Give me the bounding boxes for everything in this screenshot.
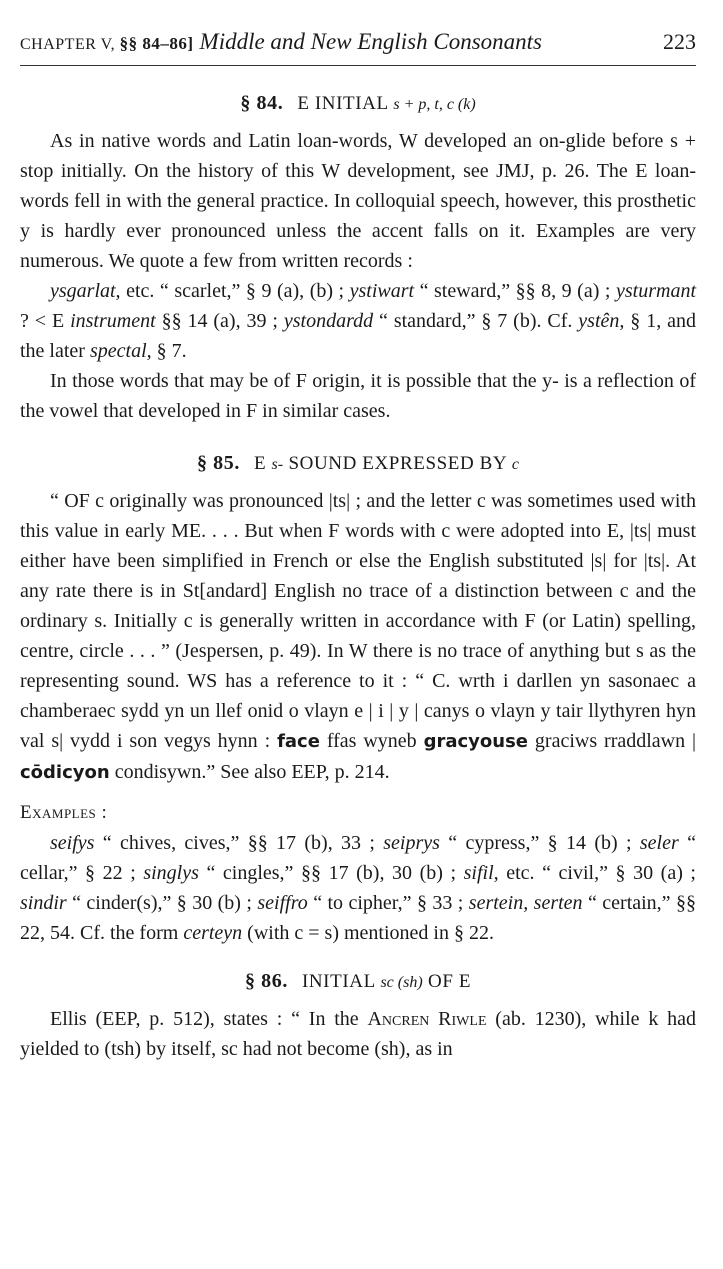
page [20, 28, 696, 1064]
section-86-paragraph-1: Ellis (EEP, p. 512), states : “ In the Ancren Riwle (ab. 1230), while k had yielded to (tsh) by itself, sc had not become (sh), as in [20, 1008, 696, 1060]
running-head [20, 28, 696, 66]
section-85-heading: § 85. E s- SOUND EXPRESSED BY c [196, 452, 520, 474]
examples-label: Examples : [20, 802, 108, 823]
section-85-examples: seifys “ chives, cives,” §§ 17 (b), 33 ; seiprys “ cypress,” § 14 (b) ; seler “ cellar,” § 22 ; singlys “ cingles,” §§ 17 (b), 30 (b) ; sifil, etc. “ civil,” § 30 (a) ; sindir “ cinder(s),” § 30 (b) ; seiffro “ to cipher,” § 33 ; sertein, serten “ certain,” §§ 22, 54. Cf. the form certeyn (with c = s) mentioned in § 22. [20, 832, 696, 944]
running-title: Middle and New English Consonants [199, 29, 542, 54]
section-84-paragraph-3: In those words that may be of F origin, it is possible that the y- is a reflection of the vowel that developed in F in similar cases. [20, 370, 696, 422]
section-84-heading: § 84. E INITIAL s + p, t, c (k) [240, 92, 476, 114]
chapter-label: CHAPTER V, §§ 84–86] [20, 34, 194, 53]
section-85-quote: “ OF c originally was pronounced |ts| ; and the letter c was sometimes used with this value in early ME. . . . But when F words with c were adopted into E, |ts| must either have been simplified in French or else the English substituted |s| for |ts|. At any rate there is in St[andard] English no trace of a distinction between c and the ordinary s. Initially c is generally written in accordance with F (or Latin) spelling, centre, circle . . . ” (Jespersen, p. 49). In W there is no trace of anything but s as the representing sound. WS has a reference to it : “ C. wrth i darllen yn sasonaec a chamberaec sydd yn un llef onid o vlayn e | i | y | canys o vlayn y tair llythyren hyn val s| vydd i son vegys hynn : face ffas wyneb gracyouse graciws rraddlawn | cōdicyon condisywn.” See also EEP, p. 214. [20, 490, 697, 783]
page-number: 223 [663, 29, 696, 54]
section-86-heading: § 86. INITIAL sc (sh) OF E [244, 970, 472, 992]
section-84-paragraph-1: As in native words and Latin loan-words, W developed an on-glide before s + stop initially. On the history of this W development, see JMJ, p. 26. The E loan-words fell in with the general practice. In colloquial speech, however, this prosthetic y is hardly ever pronounced unless the accent falls on it. Examples are very numerous. We quote a few from written records : [20, 130, 696, 272]
section-84-examples: ysgarlat, etc. “ scarlet,” § 9 (a), (b) ; ystiwart “ steward,” §§ 8, 9 (a) ; ysturmant ? < E instrument §§ 14 (a), 39 ; ystondardd “ standard,” § 7 (b). Cf. ystên, § 1, and the later spectal, § 7. [20, 280, 696, 362]
